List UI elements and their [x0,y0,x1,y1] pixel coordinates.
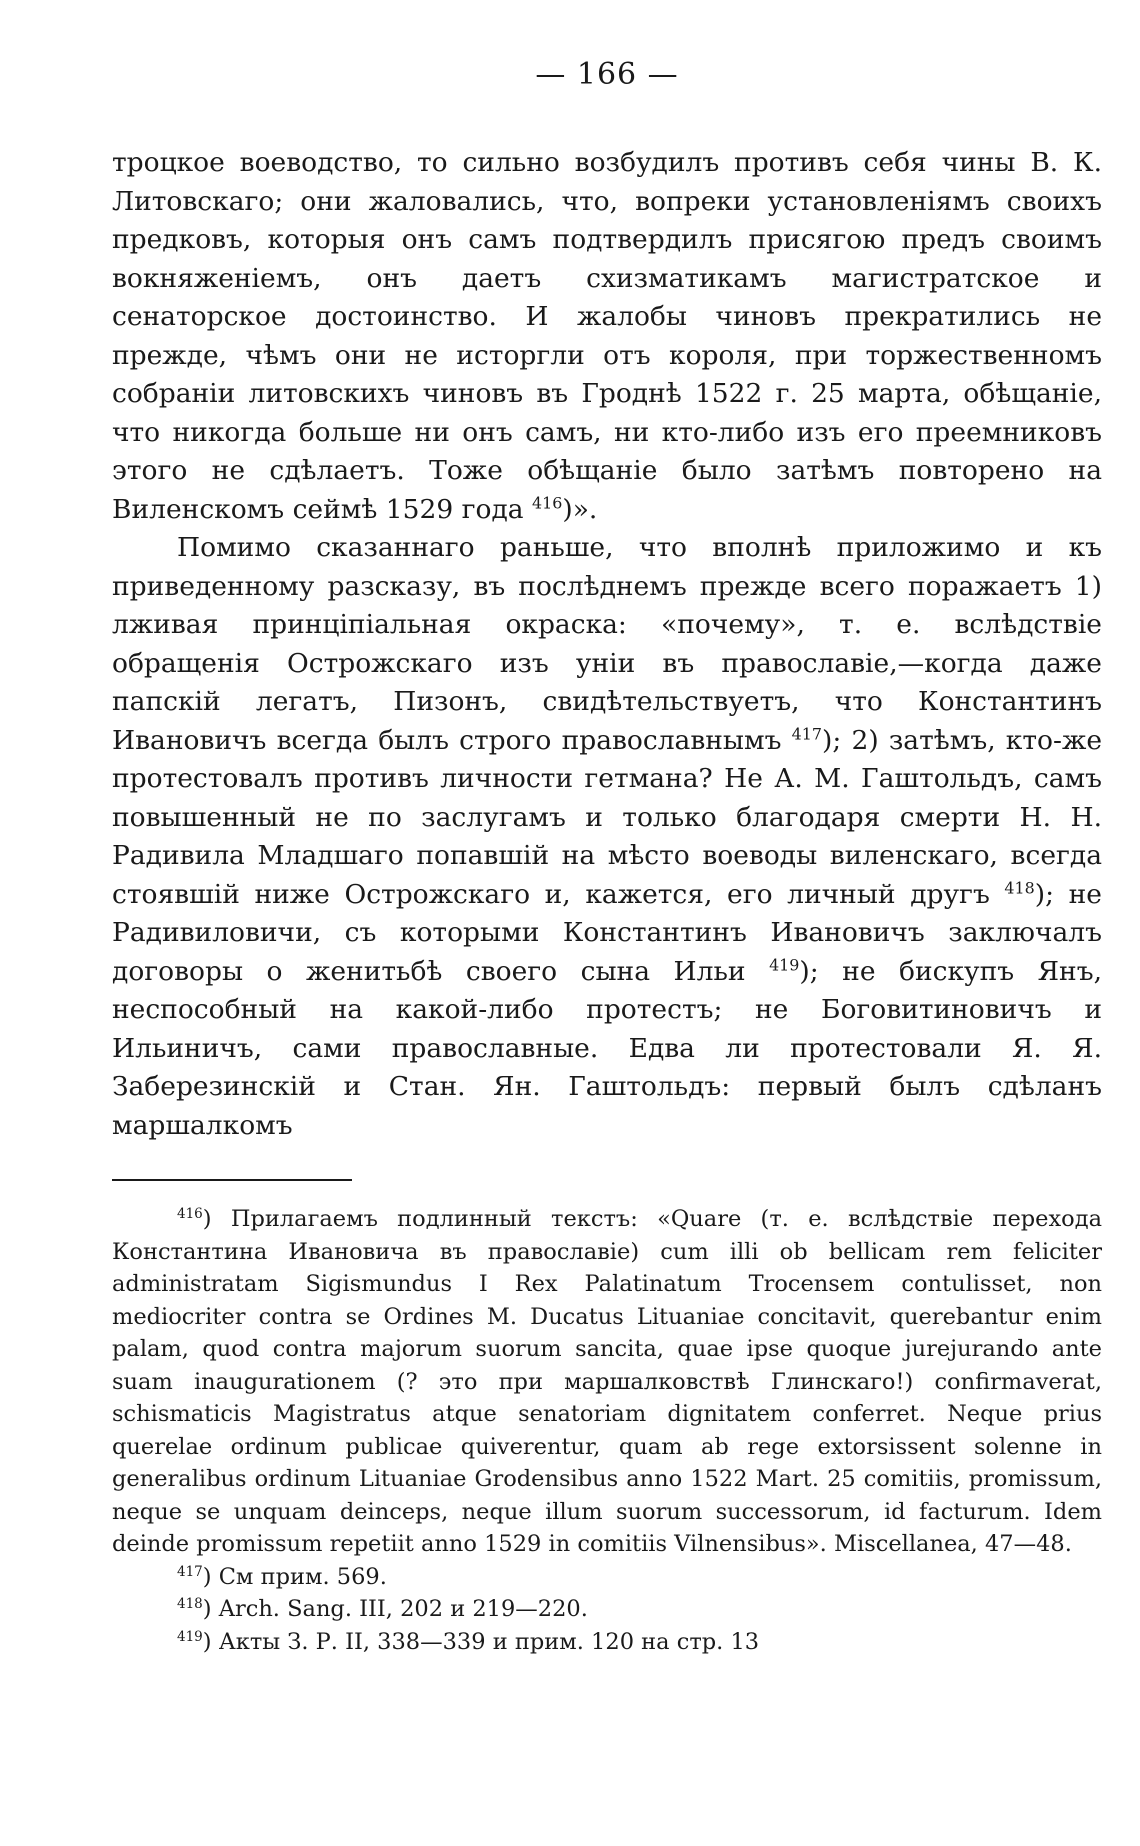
footnote-417 [112,1561,1102,1594]
text-segment: ); 2) затѣмъ, кто-же протестовалъ противъ личности гетмана? Не А. М. Гаштольдъ, самъ повышенный не по заслугамъ и только благодаря смерти Н. Н. Радивила Младшаго попавшiй на мѣсто воеводы виленскаго, всегда стоявшiй ниже Острожскаго и, кажется, его личный другъ [112,724,1103,910]
footnote-ref-419: 419 [769,954,800,974]
footnote-number: 417 [177,1563,203,1580]
footnote-418 [112,1593,1102,1626]
footnote-divider [112,1179,352,1181]
text-segment: )». [562,493,598,525]
document-page [112,50,1102,1830]
footnote-416 [112,1203,1102,1561]
footnote-text: ) Arch. Sang. III, 202 и 219—220. [202,1596,588,1622]
footnote-number: 418 [177,1595,203,1612]
paragraph-2 [112,529,1102,1145]
footnotes [112,1203,1102,1658]
main-text [112,144,1102,1145]
page-number: — 166 — [535,57,679,92]
text-segment: Помимо сказаннаго раньше, что вполнѣ приложимо и къ приведенному разсказу, въ послѣднемъ прежде всего поражаетъ 1) лживая принцiпiальная окраска: «почему», т. е. вслѣдствiе обращенiя Острожскаго изъ унiи въ православiе,—когда даже папскiй легатъ, Пизонъ, свидѣтельствуетъ, что Константинъ Ивановичъ всегда былъ строго православнымъ [112,532,1102,756]
footnote-419 [112,1626,1102,1659]
footnote-number: 416 [177,1205,203,1222]
text-segment: троцкое воеводство, то сильно возбудилъ противъ себя чины В. К. Литовскаго; они жаловались, что, вопреки установленiямъ своихъ предковъ, которыя онъ самъ подтвердилъ присягою предъ своимъ вокняженiемъ, онъ даетъ схизматикамъ магистратское и сенаторское достоинство. И жалобы чиновъ прекратились не прежде, чѣмъ они не исторгли отъ короля, при торжественномъ собранiи литовскихъ чиновъ въ Гроднѣ 1522 г. 25 марта, обѣщанiе, что никогда больше ни онъ самъ, ни кто-либо изъ его преемниковъ этого не сдѣлаетъ. Тоже обѣщанiе было затѣмъ повторено на Виленскомъ сеймѣ 1529 года [112,147,1102,525]
footnote-ref-417: 417 [791,723,823,743]
text-segment: ); не бискупъ Янъ, неспособный на какой-либо протестъ; не Боговитиновичъ и Ильиничъ, сами православные. Едва ли протестовали Я. Я. Заберезинскiй и Стан. Ян. Гаштольдъ: первый былъ сдѣланъ маршалкомъ [112,955,1102,1141]
footnote-number: 419 [177,1628,203,1645]
footnote-text: ) Прилагаемъ подлинный текстъ: «Quare (т. е. вслѣдствiе перехода Константина Ивановича въ православiе) cum illi ob bellicam rem feliciter administratam Sigismundus I Rex Palatinatum Trocensem contulisset, non mediocriter contra se Ordines M. Ducatus Lituaniae concitavit, querebantur enim palam, quod contra majorum suorum sancita, quae ipse quoque jurejurando ante suam inaugurationem (? это при маршалковствѣ Глинскаго!) confirmaverat, schismaticis Magistratus atque senatoriam dignitatem conferret. Neque prius querelae ordinum publicae quiverentur, quam ab rege extorsissent solenne in generalibus ordinum Lituaniae Grodensibus anno 1522 Mart. 25 comitiis, promissum, neque se unquam deinceps, neque illum suorum successorum, id facturum. Idem deinde promissum repetiit anno 1529 in comitiis Vilnensibus». Miscellanea, 47—48. [112,1206,1102,1557]
paragraph-1 [112,144,1102,529]
footnote-ref-418: 418 [1004,877,1035,897]
footnote-text: ) См прим. 569. [202,1563,387,1590]
text-segment: ); не Радивиловичи, съ которыми Константинъ Ивановичъ заключалъ договоры о женитьбѣ своего сына Ильи [112,878,1102,987]
footnote-ref-416: 416 [532,492,563,512]
footnote-text: ) Акты З. Р. II, 338—339 и прим. 120 на стр. 13 [202,1628,760,1655]
